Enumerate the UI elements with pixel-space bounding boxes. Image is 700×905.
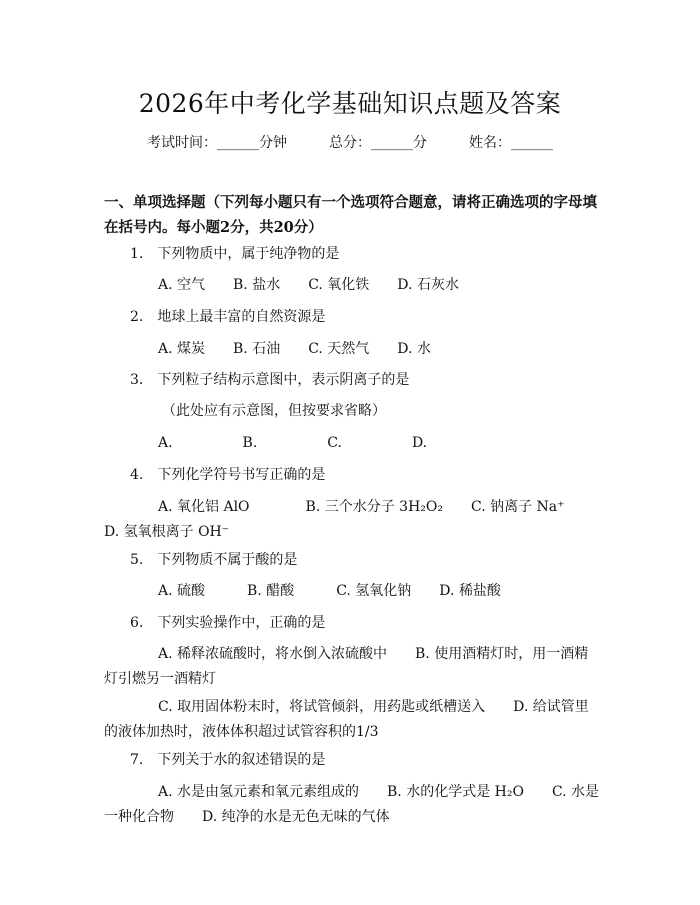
question-7-options: A. 水是由氢元素和氧元素组成的 B. 水的化学式是 H₂O C. 水是一种化合物 D. 纯净的水是无色无味的气体 [104, 784, 600, 825]
question-6-options-cd: C. 取用固体粉末时，将试管倾斜，用药匙或纸槽送入 D. 给试管里的液体加热时，液体体积超过试管容积的1/3 [104, 699, 589, 740]
student-name-field: 姓名：______ [469, 135, 553, 151]
question-4-options: A. 氧化铝 AlO B. 三个水分子 3H₂O₂ C. 钠离子 Na⁺ D. 氢氧根离子 OH⁻ [104, 499, 593, 540]
section-heading: 一、单项选择题（下列每小题只有一个选项符合题意，请将正确选项的字母填在括号内。每小题2分，共20分） [104, 194, 597, 236]
question-3-stem: 3. 下列粒子结构示意图中，表示阴离子的是 [130, 372, 410, 388]
total-score-field: 总分：______分 [329, 135, 427, 151]
question-5-stem: 5. 下列物质不属于酸的是 [130, 552, 298, 568]
question-3-note: （此处应有示意图，但按要求省略） [162, 403, 386, 419]
question-1-options: A. 空气 B. 盐水 C. 氧化铁 D. 石灰水 [158, 277, 459, 293]
page-title: 2026年中考化学基础知识点题及答案 [138, 89, 562, 118]
question-1-stem: 1. 下列物质中，属于纯净物的是 [130, 246, 340, 262]
question-2-options: A. 煤炭 B. 石油 C. 天然气 D. 水 [158, 341, 431, 357]
question-5-options: A. 硫酸 B. 醋酸 C. 氢氧化钠 D. 稀盐酸 [158, 583, 501, 599]
question-3-options: A. B. C. D. [158, 435, 428, 451]
question-7-stem: 7. 下列关于水的叙述错误的是 [130, 752, 326, 768]
question-6-options-ab: A. 稀释浓硫酸时，将水倒入浓硫酸中 B. 使用酒精灯时，用一酒精灯引燃另一酒精灯 [104, 646, 589, 687]
question-6-stem: 6. 下列实验操作中，正确的是 [130, 615, 326, 631]
question-4-stem: 4. 下列化学符号书写正确的是 [130, 467, 326, 483]
exam-meta [0, 132, 700, 152]
exam-time-field: 考试时间：______分钟 [147, 135, 287, 151]
question-2-stem: 2. 地球上最丰富的自然资源是 [130, 309, 326, 325]
